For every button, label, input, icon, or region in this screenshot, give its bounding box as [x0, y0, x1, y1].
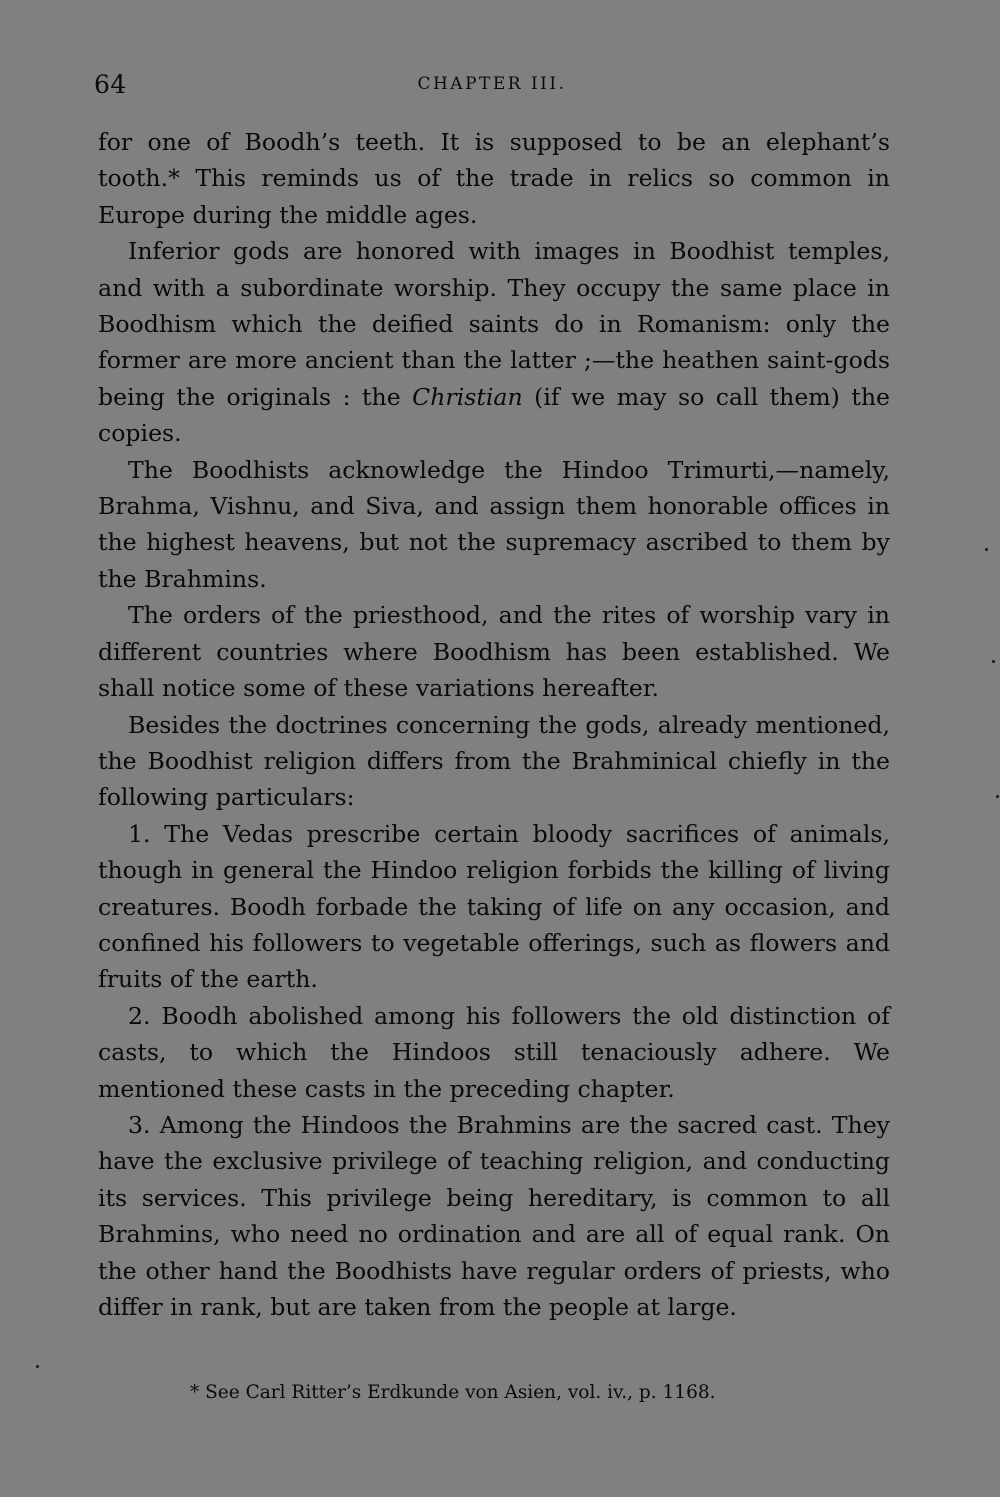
paragraph-text-before-italic: Inferior gods are honored with images in Boodhist temples, and with a subordinate worship. They occupy the same place in Boodhism which the deified saints do in Romanism: only the former are more ancient than the latter ;—the heathen saint-gods being the originals : the	[98, 237, 890, 411]
paragraph-priesthood: The orders of the priesthood, and the rites of worship vary in different countries where Boodhism has been established. We shall notice some of these variations hereafter.	[98, 601, 890, 703]
scan-speck	[992, 660, 995, 663]
scan-speck	[996, 795, 999, 798]
italic-word: Christian	[412, 382, 523, 411]
paragraph-text-after-italic: (if we may so call them) the copies.	[98, 382, 891, 448]
scan-speck	[985, 548, 988, 551]
paragraph-doctrines: Besides the doctrines concerning the gods, already mentioned, the Boodhist religion differs from the Brahminical chiefly in the following particulars:	[98, 710, 890, 812]
paragraph-inferior-gods	[98, 233, 890, 451]
paragraph-point-3: 3. Among the Hindoos the Brahmins are the sacred cast. They have the exclusive privilege of teaching religion, and conducting its services. This privilege being hereditary, is common to all Brahmins, who need no ordination and are all of equal rank. On the other hand the Boodhists have regular orders of priests, who differ in rank, but are taken from the people at large.	[98, 1110, 890, 1321]
page-number: 64	[94, 70, 127, 99]
paragraph-point-2: 2. Boodh abolished among his followers the old distinction of casts, to which the Hindoos still tenaciously adhere. We mentioned these casts in the preceding chapter.	[98, 1001, 890, 1103]
scan-speck	[36, 1365, 39, 1368]
paragraph-trimurti: The Boodhists acknowledge the Hindoo Trimurti,—namely, Brahma, Vishnu, and Siva, and assign them honorable offices in the highest heavens, but not the supremacy ascribed to them by the Brahmins.	[98, 455, 890, 593]
running-head: CHAPTER III.	[417, 74, 567, 94]
paragraph-relics: for one of Boodh’s teeth. It is supposed to be an elephant’s tooth.* This reminds us of the trade in relics so common in Europe during the middle ages.	[98, 128, 890, 229]
body-text	[98, 124, 890, 1325]
paragraph-point-1: 1. The Vedas prescribe certain bloody sacrifices of animals, though in general the Hindoo religion forbids the killing of living creatures. Boodh forbade the taking of life on any occasion, and confined his followers to vegetable offerings, such as flowers and fruits of the earth.	[98, 819, 890, 994]
footnote: * See Carl Ritter’s Erdkunde von Asien, vol. iv., p. 1168.	[190, 1382, 716, 1403]
page-header	[94, 70, 890, 106]
